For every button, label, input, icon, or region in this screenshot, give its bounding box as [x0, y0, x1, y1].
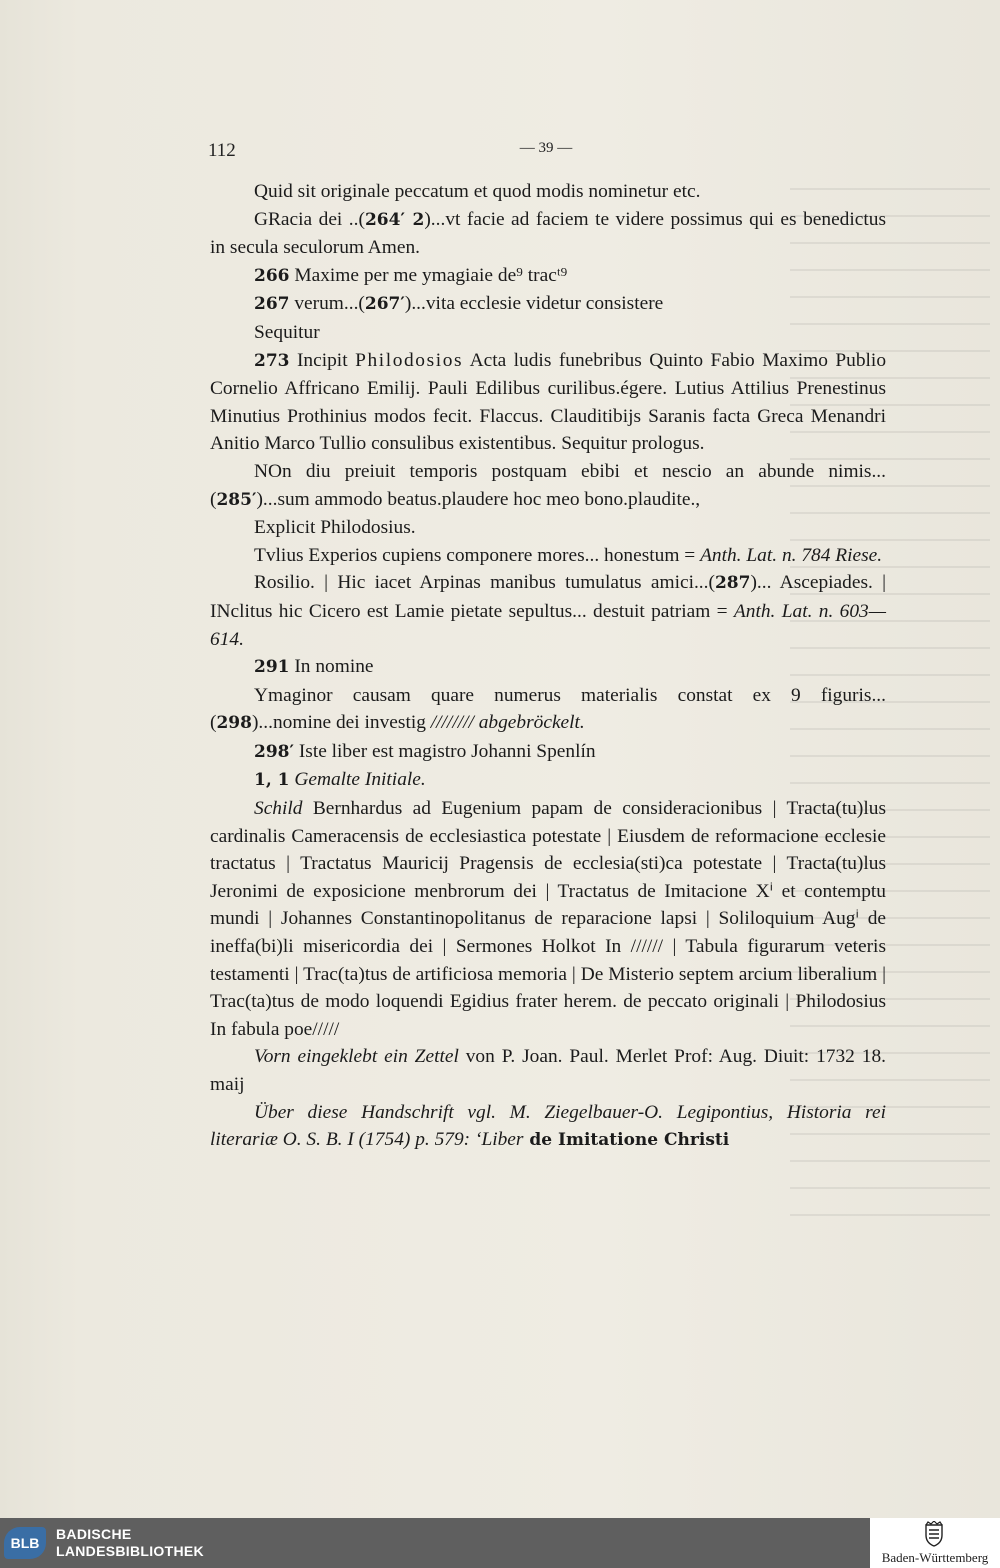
page-header: [208, 140, 884, 164]
page-number-center: — 39 —: [519, 140, 573, 156]
text-paragraph: Vorn eingeklebt ein Zettel von P. Joan. Paul. Merlet Prof: Aug. Diuit: 1732 18. maij: [210, 1046, 886, 1095]
text-line: 298′ Iste liber est magistro Johanni Spenlín: [254, 740, 596, 762]
library-name-line2: LANDESBIBLIOTHEK: [56, 1543, 204, 1559]
state-name: Baden-Württemberg: [881, 1550, 989, 1565]
text-paragraph: Über diese Handschrift vgl. M. Ziegelbauer-O. Legipontius, Historia rei literariæ O. S. B. I (1754) p. 579: ‘Liber de Imitatione Christi: [210, 1101, 886, 1151]
text-line: Quid sit originale peccatum et quod modis nominetur etc.: [254, 181, 701, 202]
text-line: Explicit Philodosius.: [254, 517, 416, 539]
text-paragraph: Ymaginor causam quare numerus materialis constat ex 9 figuris... (298)...nomine dei investig //////// abgebröckelt.: [210, 684, 886, 734]
text-paragraph: NOn diu preiuit temporis postquam ebibi et nescio an abunde nimis...(285′)...sum ammodo beatus.plaudere hoc meo bono.plaudite.,: [210, 460, 886, 510]
text-paragraph: Rosilio. | Hic iacet Arpinas manibus tumulatus amici...(287)... Ascepiades. | INclitus hic Cicero est Lamie pietate sepultus... destuit patriam = Anth. Lat. n. 603—614.: [210, 572, 887, 650]
text-paragraph: Tvlius Experios cupiens componere mores... honestum = Anth. Lat. n. 784 Riese.: [254, 544, 883, 566]
blb-logo[interactable]: BLB: [4, 1527, 46, 1559]
state-logo[interactable]: [870, 1518, 1000, 1568]
text-line: 267 verum...(267′)...vita ecclesie videtur consistere: [254, 293, 664, 315]
text-line: Sequitur: [254, 321, 320, 343]
text-line: 266 Maxime per me ymagiaie de⁹ tracᵗ⁹: [254, 264, 568, 286]
text-paragraph: 273 Incipit Philodosios Acta ludis funebribus Quinto Fabio Maximo Publio Cornelio Affricano Emilij. Pauli Edilibus curilibus.égere. Lutius Attilius Prenestinus Minutius Prothinius modos fecit. Flaccus. Clauditibijs Saranis facta Greca Menandri Anitio Marco Tullio consulibus existentibus. Sequitur prologus.: [210, 349, 887, 455]
page-body: [210, 178, 886, 1155]
text-line: 1, 1 Gemalte Initiale.: [254, 769, 426, 791]
library-name-line1: BADISCHE: [56, 1526, 132, 1542]
text-paragraph: GRacia dei ..(264′ 2)...vt facie ad faciem te videre possimus qui es benedictus in secula seculorum Amen.: [210, 208, 886, 259]
page-number-left: 112: [208, 140, 236, 161]
library-name[interactable]: [56, 1526, 204, 1560]
viewer-footer: [0, 1518, 1000, 1568]
coat-of-arms-icon: [924, 1521, 944, 1547]
text-line: 291 In nomine: [254, 656, 374, 678]
text-paragraph: Schild Bernhardus ad Eugenium papam de consideracionibus | Tracta(tu)lus cardinalis Cameracensis de ecclesiastica potestate | Eiusdem de reformacione ecclesie tractatus | Tractatus Mauricij Pragensis de ecclesia(sti)ca potestate | Tracta(tu)lus Jeronimi de exposicione menbrorum dei | Tractatus de Imitacione Xⁱ et contemptu mundi | Johannes Constantinopolitanus de reparacione lapsi | Soliloquium Augⁱ de ineffa(bi)li misericordia dei | Sermones Holkot In ////// | Tabula figurarum veteris testamenti | Trac(ta)tus de artificiosa memoria | De Misterio septem arcium liberalium | Trac(ta)tus de modo loquendi Egidius frater herem. de peccato originali | Philodosius In fabula poe/////: [210, 798, 886, 1040]
